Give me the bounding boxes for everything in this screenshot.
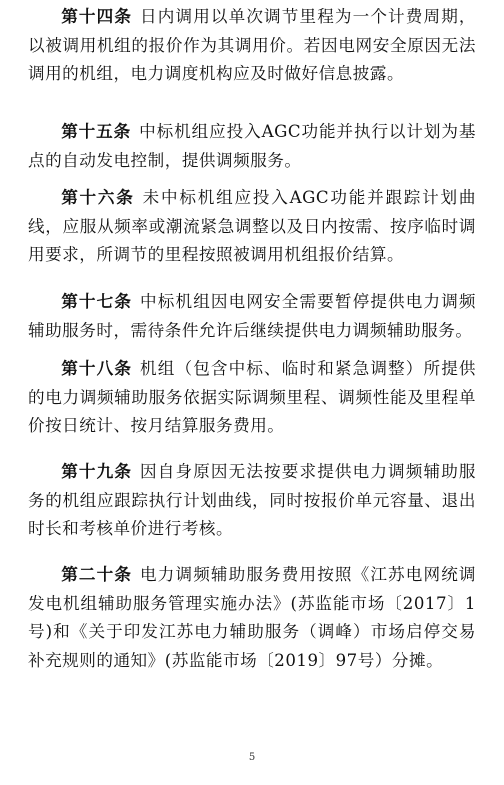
article-number: 第十七条 xyxy=(61,291,133,311)
article-15 xyxy=(28,117,476,175)
article-text: 未中标机组应投入AGC功能并跟踪计划曲线，应服从频率或潮流紧急调整以及日内按需、按序临时调用要求，所调节的里程按照被调用机组报价结算。 xyxy=(28,188,477,265)
article-text: 中标机组应投入AGC功能并执行以计划为基点的自动发电控制，提供调频服务。 xyxy=(28,122,477,170)
article-number: 第十四条 xyxy=(61,6,133,26)
article-text: 日内调用以单次调节里程为一个计费周期，以被调用机组的报价作为其调用价。若因电网安全原因无法调用的机组，电力调度机构应及时做好信息披露。 xyxy=(28,7,477,84)
article-20 xyxy=(28,560,476,675)
article-16 xyxy=(28,183,476,270)
article-number: 第十六条 xyxy=(61,187,135,207)
article-text: 中标机组因电网安全需要暂停提供电力调频辅助服务时，需待条件允许后继续提供电力调频辅助服务。 xyxy=(28,292,477,340)
article-number: 第十八条 xyxy=(61,358,133,378)
article-14 xyxy=(28,2,476,89)
page-number: 5 xyxy=(248,752,256,763)
article-18 xyxy=(28,354,476,441)
article-19 xyxy=(28,457,476,544)
article-text: 电力调频辅助服务费用按照《江苏电网统调发电机组辅助服务管理实施办法》(苏监能市场〔2017〕1号)和《关于印发江苏电力辅助服务（调峰）市场启停交易补充规则的通知》(苏监能市场〔2019〕97号）分摊。 xyxy=(28,565,477,670)
article-number: 第二十条 xyxy=(61,564,133,584)
article-text: 因自身原因无法按要求提供电力调频辅助服务的机组应跟踪执行计划曲线，同时按报价单元容量、退出时长和考核单价进行考核。 xyxy=(28,462,477,539)
article-number: 第十五条 xyxy=(61,121,132,141)
article-17 xyxy=(28,287,476,345)
article-number: 第十九条 xyxy=(61,461,133,481)
article-text: 机组（包含中标、临时和紧急调整）所提供的电力调频辅助服务依据实际调频里程、调频性能及里程单价按日统计、按月结算服务费用。 xyxy=(28,359,477,436)
